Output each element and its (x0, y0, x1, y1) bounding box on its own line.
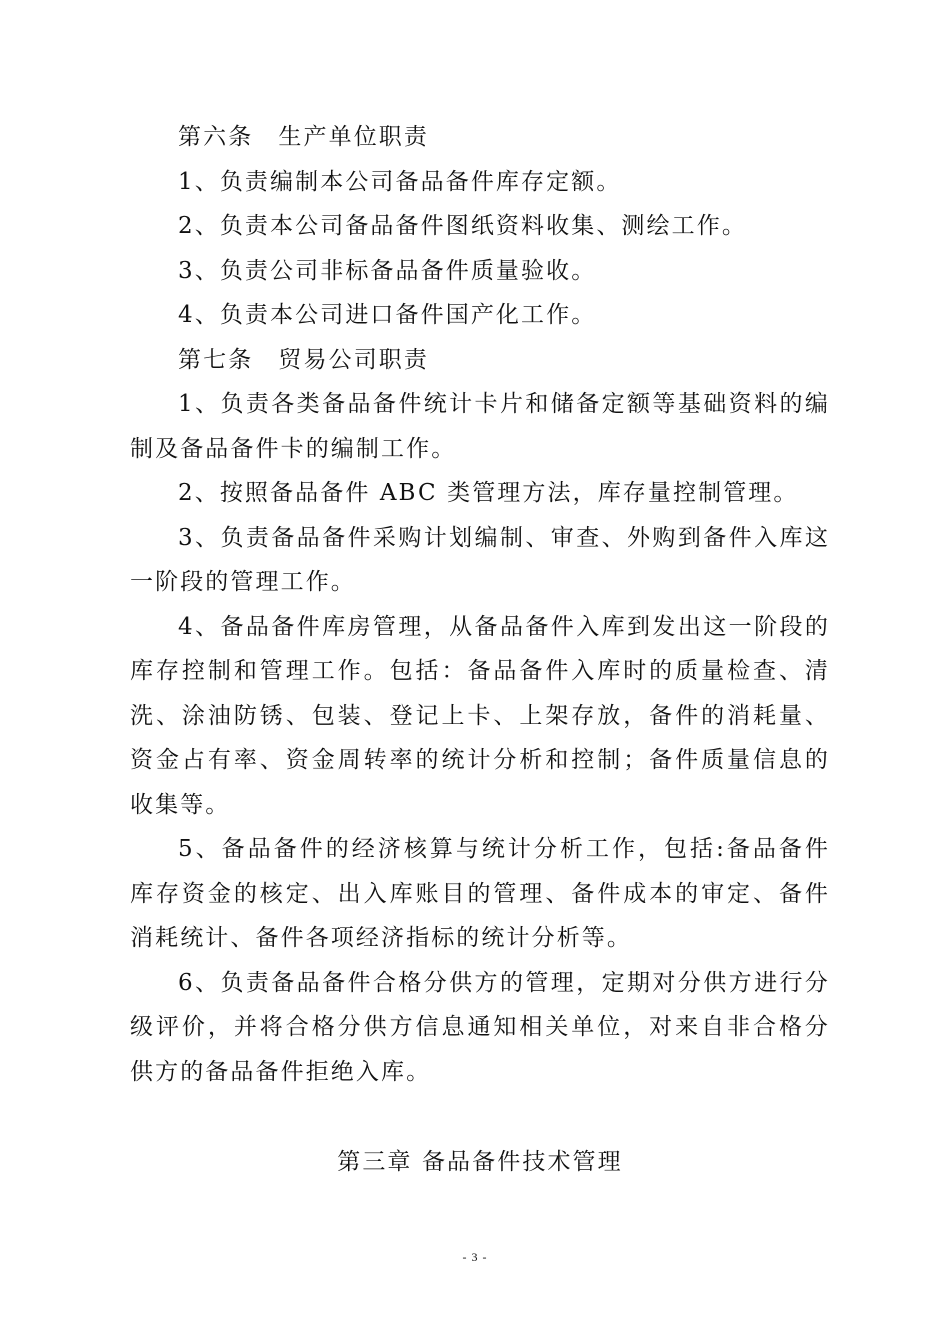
page-number: - 3 - (462, 1250, 488, 1264)
document-body (130, 115, 830, 1094)
article-7-item-3: 3、负责备品备件采购计划编制、审查、外购到备件入库这一阶段的管理工作。 (130, 524, 830, 595)
article-6-item-1: 1、负责编制本公司备品备件库存定额。 (178, 168, 622, 195)
article-7-item-5: 5、备品备件的经济核算与统计分析工作，包括:备品备件库存资金的核定、出入库账目的管理、备件成本的审定、备件消耗统计、备件各项经济指标的统计分析等。 (130, 836, 830, 951)
article-7-item-4: 4、备品备件库房管理，从备品备件入库到发出这一阶段的库存控制和管理工作。包括：备品备件入库时的质量检查、清洗、涂油防锈、包装、登记上卡、上架存放，备件的消耗量、资金占有率、资金周转率的统计分析和控制；备件质量信息的收集等。 (130, 613, 830, 818)
article-7-item-1: 1、负责各类备品备件统计卡片和储备定额等基础资料的编制及备品备件卡的编制工作。 (130, 391, 830, 462)
article-6-item-2: 2、负责本公司备品备件图纸资料收集、测绘工作。 (178, 213, 747, 239)
article-7-heading: 第七条 贸易公司职责 (178, 346, 429, 373)
article-7-item-6: 6、负责备品备件合格分供方的管理，定期对分供方进行分级评价，并将合格分供方信息通知相关单位，对来自非合格分供方的备品备件拒绝入库。 (130, 969, 830, 1085)
article-7-item-2: 2、按照备品备件 ABC 类管理方法，库存量控制管理。 (178, 480, 799, 506)
chapter-3-title: 第三章 备品备件技术管理 (337, 1149, 623, 1175)
article-6-item-4: 4、负责本公司进口备件国产化工作。 (178, 302, 597, 328)
article-6-item-3: 3、负责公司非标备品备件质量验收。 (178, 257, 597, 284)
article-6-heading: 第六条 生产单位职责 (178, 124, 429, 150)
